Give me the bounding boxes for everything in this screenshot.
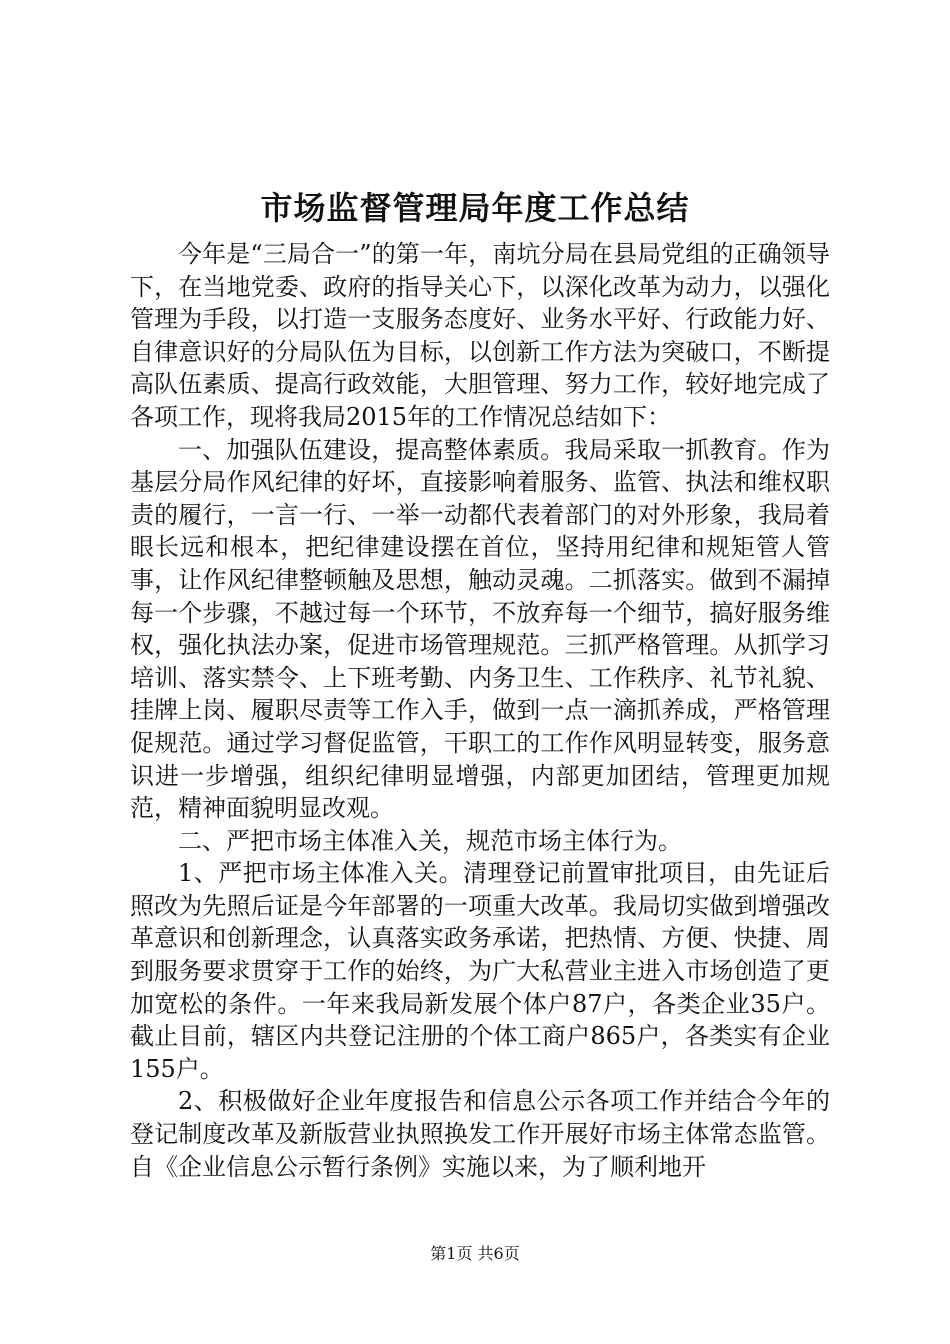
document-title: 市场监督管理局年度工作总结 (260, 189, 690, 227)
paragraph-section-1: 一、加强队伍建设，提高整体素质。我局采取一抓教育。作为基层分局作风纪律的好坏，直接影响着服务、监管、执法和维权职责的履行，一言一行、一举一动都代表着部门的对外形象，我局着眼长远和根本，把纪律建设摆在首位，坚持用纪律和规矩管人管事，让作风纪律整顿触及思想，触动灵魂。二抓落实。做到不漏掉每一个步骤，不越过每一个环节，不放弃每一个细节，搞好服务维权，强化执法办案，促进市场管理规范。三抓严格管理。从抓学习培训、落实禁令、上下班考勤、内务卫生、工作秩序、礼节礼貌、挂牌上岗、履职尽责等工作入手，做到一点一滴抓养成，严格管理促规范。通过学习督促监管，干职工的工作作风明显转变，服务意识进一步增强，组织纪律明显增强，内部更加团结，管理更加规范，精神面貌明显改观。 (130, 435, 830, 823)
document-body (130, 238, 830, 1183)
paragraph-section-2-item-1: 1、严把市场主体准入关。清理登记前置审批项目，由先证后照改为先照后证是今年部署的一项重大改革。我局切实做到增强改革意识和创新理念，认真落实政务承诺，把热情、方便、快捷、周到服务要求贯穿于工作的始终，为广大私营业主进入市场创造了更加宽松的条件。一年来我局新发展个体户87户，各类企业35户。截止目前，辖区内共登记注册的个体工商户865户，各类实有企业155户。 (130, 859, 830, 1083)
paragraph-intro: 今年是“三局合一”的第一年，南坑分局在县局党组的正确领导下，在当地党委、政府的指导关心下，以深化改革为动力，以强化管理为手段，以打造一支服务态度好、业务水平好、行政能力好、自律意识好的分局队伍为目标，以创新工作方法为突破口，不断提高队伍素质、提高行政效能，大胆管理、努力工作，较好地完成了各项工作，现将我局2015年的工作情况总结如下： (130, 240, 830, 431)
paragraph-section-2-item-2: 2、积极做好企业年度报告和信息公示各项工作并结合今年的登记制度改革及新版营业执照换发工作开展好市场主体常态监管。自《企业信息公示暂行条例》实施以来，为了顺利地开 (130, 1087, 830, 1181)
paragraph-section-2-heading: 二、严把市场主体准入关，规范市场主体行为。 (178, 826, 682, 855)
page-footer: 第1页 共6页 (430, 1244, 520, 1263)
